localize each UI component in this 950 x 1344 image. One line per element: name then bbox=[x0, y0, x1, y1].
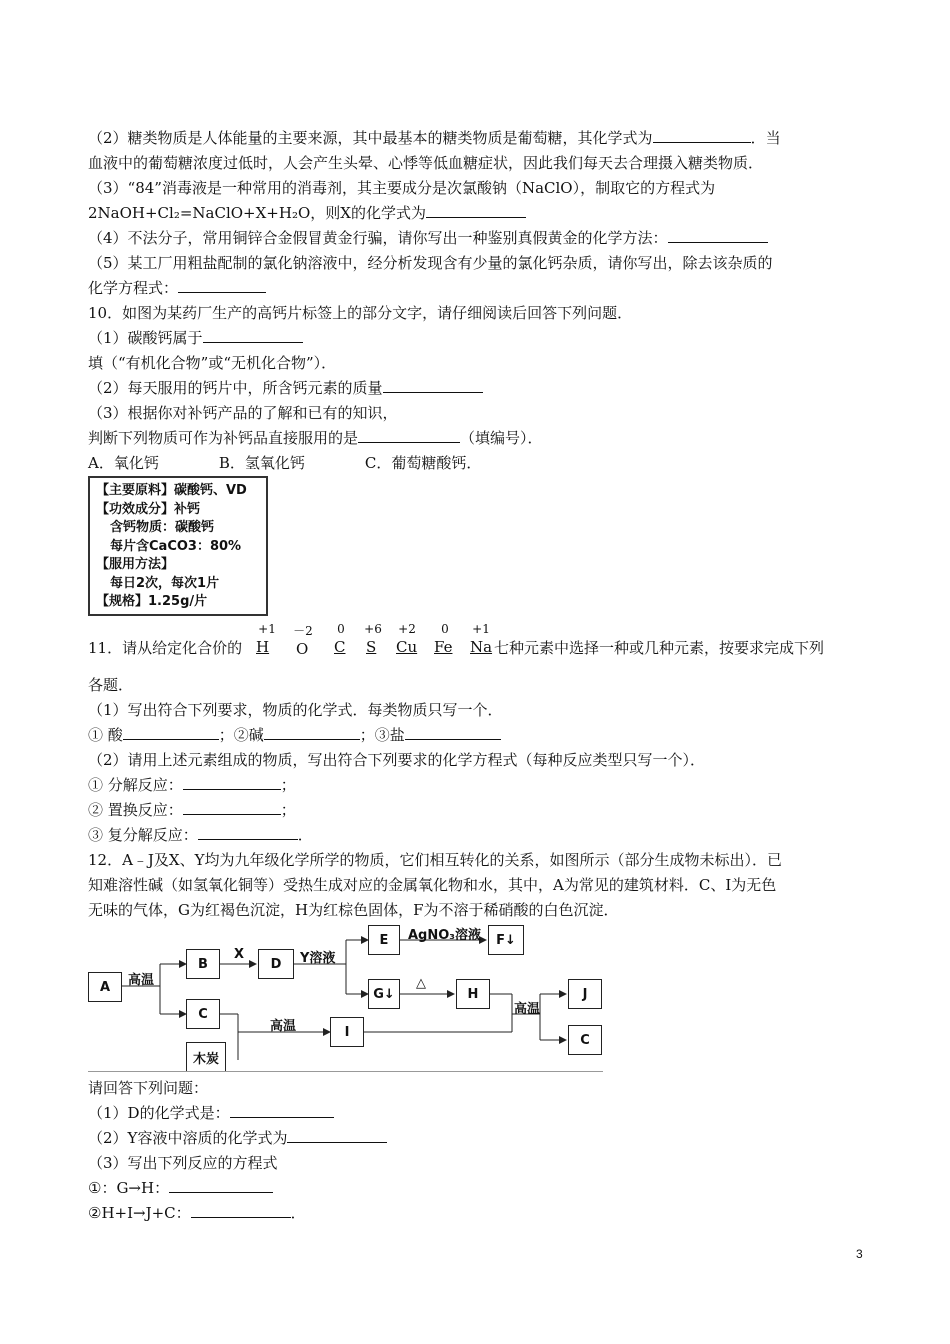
line-q11-1: （1）写出符合下列要求，物质的化学式．每类物质只写一个． bbox=[88, 701, 503, 719]
cond-agno3: AgNO₃溶液 bbox=[408, 928, 481, 943]
diagram-connectors bbox=[88, 922, 603, 1072]
line-q10-1: （1）碳酸钙属于 bbox=[88, 328, 303, 348]
line-q12-3: （3）写出下列反应的方程式 bbox=[88, 1154, 278, 1172]
node-c: C bbox=[186, 999, 220, 1029]
cond-y-solution: Y溶液 bbox=[300, 951, 336, 966]
node-charcoal: 木炭 bbox=[186, 1042, 226, 1072]
diagram-underline bbox=[88, 1071, 603, 1072]
line-q12-1: （1）D的化学式是： bbox=[88, 1103, 334, 1123]
line-q11-formulas: ① 酸 ；②碱 ；③盐 bbox=[88, 725, 501, 745]
cond-high-temp-3: 高温 bbox=[514, 1002, 541, 1017]
line-q11-r2: ② 置换反应： ； bbox=[88, 801, 296, 819]
line-q10-3: （3）根据你对补钙产品的了解和已有的知识， bbox=[88, 404, 398, 422]
line-q11-a: 11．请从给定化合价的 bbox=[88, 639, 243, 657]
label-row: 每片含CaCO3：80% bbox=[110, 538, 242, 554]
answer-blank[interactable] bbox=[358, 428, 460, 443]
line-q12-c: 无味的气体，G为红褐色沉淀，H为红棕色固体，F为不溶于稀硝酸的白色沉淀． bbox=[88, 901, 619, 919]
label-row: 【功效成分】补钙 bbox=[96, 501, 201, 517]
label-row: 【服用方法】 bbox=[96, 557, 175, 572]
line-q10-1b: 填（“有机化合物”或“无机化合物”）． bbox=[88, 354, 337, 372]
node-h: H bbox=[456, 979, 490, 1009]
answer-blank[interactable] bbox=[169, 1178, 273, 1193]
line-q9-3b: 2NaOH+Cl₂=NaClO+X+H₂O，则X的化学式为 bbox=[88, 203, 526, 223]
line-q9-5: （5）某工厂用粗盐配制的氯化钠溶液中，经分析发现含有少量的氯化钙杂质，请你写出，除去该杂质的 bbox=[88, 254, 773, 272]
line-q12-b: 知难溶性碱（如氢氧化铜等）受热生成对应的金属氧化物和水，其中，A为常见的建筑材料．C、I为无色 bbox=[88, 876, 777, 894]
reaction-flow-diagram bbox=[88, 922, 603, 1072]
cond-x: X bbox=[234, 947, 245, 962]
node-b: B bbox=[186, 949, 220, 979]
node-j: J bbox=[568, 979, 602, 1009]
line-q10-options: A．氧化钙 B．氢氧化钙 C．葡萄糖酸钙． bbox=[88, 454, 482, 472]
node-g: G↓ bbox=[368, 979, 400, 1009]
page-number: 3 bbox=[856, 1247, 863, 1261]
node-d: D bbox=[258, 949, 294, 979]
question-10: 10．如图为某药厂生产的高钙片标签上的部分文字，请仔细阅读后回答下列问题． bbox=[88, 304, 633, 322]
answer-blank[interactable] bbox=[668, 228, 768, 243]
line-q10-2: （2）每天服用的钙片中，所含钙元素的质量 bbox=[88, 378, 483, 398]
line-q9-2b: 血液中的葡萄糖浓度过低时，人会产生头晕、心悸等低血糖症状，因此我们每天去合理摄入糖类物质． bbox=[88, 154, 764, 172]
line-q9-4: （4）不法分子，常用铜锌合金假冒黄金行骗，请你写出一种鉴别真假黄金的化学方法： bbox=[88, 228, 768, 248]
line-q11-b: 七种元素中选择一种或几种元素，按要求完成下列 bbox=[494, 639, 825, 657]
answer-blank[interactable] bbox=[264, 725, 360, 740]
node-f: F↓ bbox=[488, 925, 524, 955]
answer-blank[interactable] bbox=[178, 278, 266, 293]
answer-blank[interactable] bbox=[183, 800, 281, 815]
node-c-product: C bbox=[568, 1025, 602, 1055]
node-i: I bbox=[330, 1017, 364, 1047]
label-row: 【主要原料】碳酸钙、VD bbox=[96, 483, 247, 498]
line-q12-2: （2）Y容液中溶质的化学式为 bbox=[88, 1128, 387, 1148]
answer-blank[interactable] bbox=[191, 1203, 291, 1218]
cond-high-temp: 高温 bbox=[128, 973, 155, 988]
answer-blank[interactable] bbox=[653, 128, 751, 143]
answer-blank[interactable] bbox=[203, 328, 303, 343]
line-q9-2: （2）糖类物质是人体能量的主要来源，其中最基本的糖类物质是葡萄糖，其化学式为 ．当 bbox=[88, 129, 781, 147]
line-q11-2: （2）请用上述元素组成的物质，写出符合下列要求的化学方程式（每种反应类型只写一个）． bbox=[88, 751, 706, 769]
line-q12-ask: 请回答下列问题： bbox=[88, 1079, 209, 1097]
answer-blank[interactable] bbox=[426, 203, 526, 218]
answer-blank[interactable] bbox=[287, 1128, 387, 1143]
line-q11-r1: ① 分解反应： ； bbox=[88, 776, 296, 794]
answer-blank[interactable] bbox=[123, 725, 219, 740]
calcium-tablet-label bbox=[88, 476, 268, 616]
line-q12-r1: ①：G→H： bbox=[88, 1178, 273, 1198]
line-q11-r3: ③ 复分解反应： ． bbox=[88, 826, 313, 844]
answer-blank[interactable] bbox=[198, 825, 298, 840]
node-e: E bbox=[368, 925, 400, 955]
answer-blank[interactable] bbox=[405, 725, 501, 740]
node-a: A bbox=[88, 972, 122, 1002]
line-q11-c: 各题． bbox=[88, 676, 134, 694]
line-q9-5b: 化学方程式： bbox=[88, 278, 266, 298]
cond-heat: △ bbox=[416, 976, 426, 991]
cond-high-temp-2: 高温 bbox=[270, 1019, 297, 1034]
answer-blank[interactable] bbox=[183, 775, 281, 790]
line-q12-r2: ②H+I→J+C： ． bbox=[88, 1204, 306, 1222]
label-row: 每日2次，每次1片 bbox=[110, 575, 220, 591]
answer-blank[interactable] bbox=[230, 1103, 334, 1118]
label-row: 含钙物质：碳酸钙 bbox=[110, 520, 215, 535]
answer-blank[interactable] bbox=[383, 378, 483, 393]
line-q12-a: 12．A﹣J及X、Y均为九年级化学所学的物质，它们相互转化的关系，如图所示（部分生成物未标出）．已 bbox=[88, 851, 783, 869]
line-q9-3: （3）“84”消毒液是一种常用的消毒剂，其主要成分是次氯酸钠（NaClO），制取它的方程式为 bbox=[88, 179, 716, 197]
label-row: 【规格】1.25g/片 bbox=[96, 594, 208, 609]
line-q10-3b: 判断下列物质可作为补钙品直接服用的是 （填编号）． bbox=[88, 429, 543, 447]
